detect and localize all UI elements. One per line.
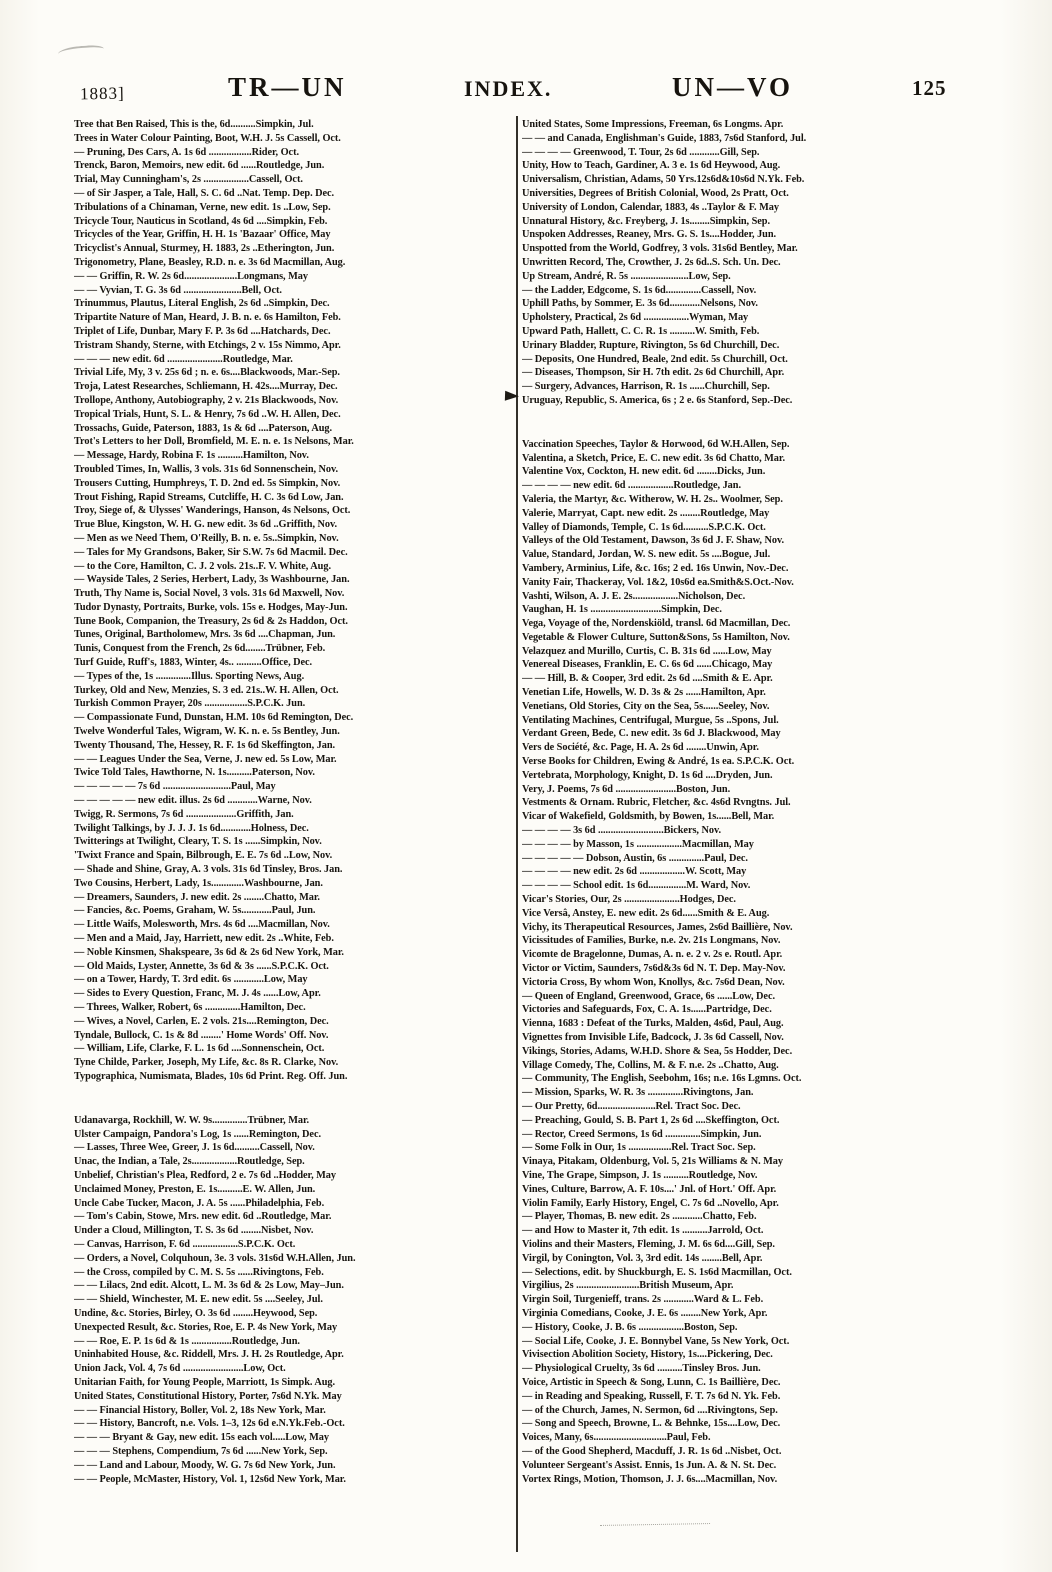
index-entry: United States, Constitutional History, Porter, 7s6d N.Yk. May <box>74 1390 342 1402</box>
index-entry: — the Ladder, Edgcome, S. 1s 6d..............Cassell, Nov. <box>522 284 757 296</box>
index-entry: Vanity Fair, Thackeray, Vol. 1&2, 10s6d ea.Smith&S.Oct.-Nov. <box>522 576 794 588</box>
index-entry: — — Financial History, Boller, Vol. 2, 18s New York, Mar. <box>74 1404 326 1416</box>
index-section <box>74 118 516 1084</box>
index-entry: — Pruning, Des Cars, A. 1s 6d .................Rider, Oct. <box>74 146 299 158</box>
index-entry: Velazquez and Murillo, Curtis, C. B. 31s 6d ......Low, May <box>522 645 772 657</box>
index-entry: Trout Fishing, Rapid Streams, Cutcliffe, H. C. 3s 6d Low, Jan. <box>74 491 344 503</box>
index-entry: — Our Pretty, 6d.......................Rel. Tract Soc. Dec. <box>522 1100 741 1112</box>
index-entry: — William, Life, Clarke, F. L. 1s 6d ....Sonnenschein, Oct. <box>74 1043 325 1055</box>
index-entry: Troja, Latest Researches, Schliemann, H. 42s....Murray, Dec. <box>74 381 338 393</box>
index-entry: Vortex Rings, Motion, Thomson, J. J. 6s....Macmillan, Nov. <box>522 1473 778 1485</box>
index-entry: Vambery, Arminius, Life, &c. 16s; 2 ed. 16s Unwin, Nov.-Dec. <box>522 562 789 574</box>
index-entry: — — — Bryant & Gay, new edit. 15s each vol.....Low, May <box>74 1432 329 1444</box>
index-entry: Tune Book, Companion, the Treasury, 2s 6d & 2s Haddon, Oct. <box>74 615 348 627</box>
index-entry: — — — — — Dobson, Austin, 6s ..............Paul, Dec. <box>522 852 748 864</box>
index-entry: — and How to Master it, 7th edit. 1s ..........Jarrold, Oct. <box>522 1225 764 1237</box>
index-entry: — Little Waifs, Molesworth, Mrs. 4s 6d ....Macmillan, Nov. <box>74 919 330 931</box>
index-entry: — Wayside Tales, 2 Series, Herbert, Lady, 3s Washbourne, Jan. <box>74 574 350 586</box>
index-entry: Valley of Diamonds, Temple, C. 1s 6d..........S.P.C.K. Oct. <box>522 521 766 533</box>
index-entry: — History, Cooke, J. B. 6s ..................Boston, Sep. <box>522 1321 738 1333</box>
page-title: INDEX. <box>464 76 553 101</box>
index-entry: Victories and Safeguards, Fox, C. A. 1s......Partridge, Dec. <box>522 1004 772 1016</box>
index-entry: Twenty Thousand, The, Hessey, R. F. 1s 6d Skeffington, Jan. <box>74 739 336 751</box>
index-section <box>522 438 966 1487</box>
index-entry: — — Griffin, R. W. 2s 6d.....................Longmans, May <box>74 270 308 282</box>
column-divider <box>516 116 518 1552</box>
index-entry: Voices, Many, 6s.............................Paul, Feb. <box>522 1432 711 1444</box>
index-entry: — of Sir Jasper, a Tale, Hall, S. C. 6d ..Nat. Temp. Dep. Dec. <box>74 187 335 199</box>
index-entry: Union Jack, Vol. 4, 7s 6d ........................Low, Oct. <box>74 1363 286 1375</box>
index-entry: — Preaching, Gould, S. B. Part 1, 2s 6d ....Skeffington, Oct. <box>522 1114 780 1126</box>
index-entry: — Social Life, Cooke, J. E. Bonnybel Vane, 5s New York, Oct. <box>522 1335 790 1347</box>
index-entry: Trinummus, Plautus, Literal English, 2s 6d ..Simpkin, Dec. <box>74 298 330 310</box>
index-entry: — to the Core, Hamilton, C. J. 2 vols. 21s..F. V. White, Aug. <box>74 560 331 572</box>
index-entry: Vaughan, H. 1s ............................Simpkin, Dec. <box>522 604 722 616</box>
index-entry: Tyne Childe, Parker, Joseph, My Life, &c. 8s R. Clarke, Nov. <box>74 1057 339 1069</box>
index-entry: — Tom's Cabin, Stowe, Mrs. new edit. 6d ..Routledge, Mar. <box>74 1211 332 1223</box>
index-entry: Tropical Trials, Hunt, S. L. & Henry, 7s 6d ..W. H. Allen, Dec. <box>74 408 341 420</box>
index-entry: — Dreamers, Saunders, J. new edit. 2s ........Chatto, Mar. <box>74 891 320 903</box>
index-entry: Uphill Paths, by Sommer, E. 3s 6d............Nelsons, Nov. <box>522 298 758 310</box>
index-entry: Trees in Water Colour Painting, Boot, W.H. J. 5s Cassell, Oct. <box>74 132 341 144</box>
index-entry: — Noble Kinsmen, Shakspeare, 3s 6d & 2s 6d New York, Mar. <box>74 946 344 958</box>
index-entry: — — and Canada, Englishman's Guide, 1883, 7s6d Stanford, Jul. <box>522 132 807 144</box>
index-entry: Vicar of Wakefield, Goldsmith, by Bowen, 1s......Bell, Mar. <box>522 811 775 823</box>
index-entry: Voice, Artistic in Speech & Song, Lunn, C. 1s Baillière, Dec. <box>522 1376 781 1388</box>
index-entry: — — — — — 7s 6d ...........................Paul, May <box>74 781 276 793</box>
index-entry: — Deposits, One Hundred, Beale, 2nd edit. 5s Churchill, Oct. <box>522 353 788 365</box>
index-entry: Vicar's Stories, Our, 2s ......................Hodges, Dec. <box>522 894 736 906</box>
index-section <box>522 118 966 408</box>
index-entry: — Men and a Maid, Jay, Harriett, new edit. 2s ..White, Feb. <box>74 933 334 945</box>
index-entry: — — — — new edit. 6d ..................Routledge, Jan. <box>522 480 741 492</box>
right-column <box>522 118 966 1486</box>
index-entry: Tripartite Nature of Man, Heard, J. B. n. e. 6s Hamilton, Feb. <box>74 312 341 324</box>
index-entry: — — Lilacs, 2nd edit. Alcott, L. M. 3s 6d & 2s Low, May–Jun. <box>74 1280 344 1292</box>
index-entry: — — — — 3s 6d ..........................Bickers, Nov. <box>522 825 722 837</box>
index-entry: — — — — School edit. 1s 6d...............M. Ward, Nov. <box>522 880 751 892</box>
index-entry: Vienna, 1683 : Defeat of the Turks, Malden, 4s6d, Paul, Aug. <box>522 1018 784 1030</box>
index-entry: Unspoken Addresses, Reaney, Mrs. G. S. 1s....Hodder, Jun. <box>522 229 777 241</box>
index-entry: — Community, The English, Seebohm, 16s; n.e. 16s Lgmns. Oct. <box>522 1073 802 1085</box>
index-entry: — — Land and Labour, Moody, W. G. 7s 6d New York, Jun. <box>74 1459 336 1471</box>
index-entry: Turkish Common Prayer, 20s .................S.P.C.K. Jun. <box>74 698 306 710</box>
index-section <box>74 1114 516 1487</box>
index-entry: — in Reading and Speaking, Russell, F. T. 7s 6d N. Yk. Feb. <box>522 1390 781 1402</box>
index-entry: Virginia Comedians, Cooke, J. E. 6s ........New York, Apr. <box>522 1307 768 1319</box>
index-entry: Troubled Times, In, Wallis, 3 vols. 31s 6d Sonnenschein, Nov. <box>74 463 339 475</box>
index-entry: Vignettes from Invisible Life, Badcock, J. 3s 6d Cassell, Nov. <box>522 1032 784 1043</box>
index-entry: Tudor Dynasty, Portraits, Burke, vols. 15s e. Hodges, May-Jun. <box>74 601 348 613</box>
index-entry: Vichy, its Therapeutical Resources, James, 2s6d Baillière, Nov. <box>522 921 793 933</box>
index-entry: Vicomte de Bragelonne, Dumas, A. n. e. 2 v. 2s e. Routl. Apr. <box>522 949 783 961</box>
index-entry: Tristram Shandy, Sterne, with Etchings, 2 v. 15s Nimmo, Apr. <box>74 339 341 351</box>
index-entry: — — — Stephens, Compendium, 7s 6d ......New York, Sep. <box>74 1445 328 1457</box>
index-entry: Urinary Bladder, Rupture, Rivington, 5s 6d Churchill, Dec. <box>522 339 780 351</box>
index-entry: Udanavarga, Rockhill, W. W. 9s..............Trübner, Mar. <box>74 1114 310 1126</box>
index-entry: Triplet of Life, Dunbar, Mary F. P. 3s 6d ....Hatchards, Dec. <box>74 325 331 337</box>
index-entry: Trial, May Cunningham's, 2s ..................Cassell, Oct. <box>74 174 303 186</box>
index-entry: — Surgery, Advances, Harrison, R. 1s ......Churchill, Sep. <box>522 381 770 393</box>
index-entry: Twitterings at Twilight, Cleary, T. S. 1s ......Simpkin, Nov. <box>74 836 322 848</box>
index-entry: Tribulations of a Chinaman, Verne, new edit. 1s ..Low, Sep. <box>74 201 331 213</box>
index-entry: Verse Books for Children, Ewing & André, 1s ea. S.P.C.K. Oct. <box>522 756 795 768</box>
index-entry: Twelve Wonderful Tales, Wigram, W. K. n. e. 5s Bentley, Jun. <box>74 726 340 738</box>
index-entry: — Message, Hardy, Robina F. 1s ..........Hamilton, Nov. <box>74 450 309 462</box>
index-entry: — — People, McMaster, History, Vol. 1, 12s6d New York, Mar. <box>74 1473 346 1485</box>
index-entry: — Types of the, 1s ..............Illus. Sporting News, Aug. <box>74 670 305 682</box>
index-entry: Under a Cloud, Millington, T. S. 3s 6d ........Nisbet, Nov. <box>74 1225 314 1237</box>
index-entry: Trigonometry, Plane, Beasley, R.D. n. e. 3s 6d Macmillan, Aug. <box>74 256 346 268</box>
index-entry: — — Hill, B. & Cooper, 3rd edit. 2s 6d ....Smith & E. Apr. <box>522 673 773 685</box>
index-entry: Village Comedy, The, Collins, M. & F. n.e. 2s ..Chatto, Aug. <box>522 1059 779 1071</box>
index-entry: Tricycle Tour, Nauticus in Scotland, 4s 6d ....Simpkin, Feb. <box>74 215 328 227</box>
index-entry: Turkey, Old and New, Menzies, S. 3 ed. 21s..W. H. Allen, Oct. <box>74 684 339 696</box>
index-entry: Uruguay, Republic, S. America, 6s ; 2 e. 6s Stanford, Sep.-Dec. <box>522 394 793 406</box>
index-entry: Unnatural History, &c. Freyberg, J. 1s........Simpkin, Sep. <box>522 215 771 227</box>
index-entry: — on a Tower, Hardy, T. 3rd edit. 6s ............Low, May <box>74 974 308 986</box>
index-entry: — Physiological Cruelty, 3s 6d ..........Tinsley Bros. Jun. <box>522 1363 761 1375</box>
index-entry: — — Shield, Winchester, M. E. new edit. 5s ....Seeley, Jul. <box>74 1294 323 1306</box>
index-entry: Troy, Siege of, & Ulysses' Wanderings, Hanson, 4s Nelsons, Oct. <box>74 505 351 517</box>
index-entry: Very, J. Poems, 7s 6d ........................Boston, Jun. <box>522 783 731 795</box>
index-entry: Unexpected Result, &c. Stories, Roe, E. P. 4s New York, May <box>74 1321 338 1333</box>
index-entry: Trivial Life, My, 3 v. 25s 6d ; n. e. 6s....Blackwoods, Mar.-Sep. <box>74 367 340 379</box>
index-entry: Violin Family, Early History, Engel, C. 7s 6d ..Novello, Apr. <box>522 1197 779 1209</box>
index-entry: Up Stream, André, R. 5s .......................Low, Sep. <box>522 270 731 282</box>
index-entry: Valeria, the Martyr, &c. Witherow, W. H. 2s.. Woolmer, Sep. <box>522 493 783 505</box>
index-entry: — Some Folk in Our, 1s .................Rel. Tract Soc. Sep. <box>522 1142 756 1154</box>
index-entry: Verdant Green, Bede, C. new edit. 3s 6d J. Blackwood, May <box>522 728 781 740</box>
index-entry: Vivisection Abolition Society, History, 1s....Pickering, Dec. <box>522 1349 773 1361</box>
index-entry: — Compassionate Fund, Dunstan, H.M. 10s 6d Remington, Dec. <box>74 712 354 724</box>
index-entry: Tunis, Conquest from the French, 2s 6d........Trübner, Feb. <box>74 643 326 655</box>
index-entry: Tricyclist's Annual, Sturmey, H. 1883, 2s ..Etherington, Jun. <box>74 243 335 255</box>
index-entry: Virgil, by Conington, Vol. 3, 3rd edit. 14s ........Bell, Apr. <box>522 1252 763 1264</box>
index-entry: University of London, Calendar, 1883, 4s ..Taylor & F. May <box>522 201 779 213</box>
index-entry: — of the Good Shepherd, Macduff, J. R. 1s 6d ..Nisbet, Oct. <box>522 1445 782 1457</box>
index-entry: Trot's Letters to her Doll, Bromfield, M. E. n. e. 1s Nelsons, Mar. <box>74 436 354 448</box>
index-entry: Upward Path, Hallett, C. C. R. 1s ..........W. Smith, Feb. <box>522 325 760 337</box>
index-entry: Unspotted from the World, Godfrey, 3 vols. 31s6d Bentley, Mar. <box>522 243 798 255</box>
index-entry: — — — new edit. 6d ......................Routledge, Mar. <box>74 353 293 365</box>
index-entry: Unac, the Indian, a Tale, 2s..................Routledge, Sep. <box>74 1156 305 1168</box>
edition-year: 1883] <box>79 83 125 104</box>
index-entry: Vikings, Stories, Adams, W.H.D. Shore & Sea, 5s Hodder, Dec. <box>522 1045 793 1057</box>
left-column <box>74 118 516 1486</box>
index-entry: Vestments & Ornam. Rubric, Fletcher, &c. 4s6d Rvngtns. Jul. <box>522 797 791 809</box>
pencil-scribble <box>600 1517 710 1526</box>
index-entry: Turf Guide, Ruff's, 1883, Winter, 4s.. ..........Office, Dec. <box>74 657 313 669</box>
index-entry: True Blue, Kingston, W. H. G. new edit. 3s 6d ..Griffith, Nov. <box>74 519 338 531</box>
index-entry: Valentina, a Sketch, Price, E. C. new edit. 3s 6d Chatto, Mar. <box>522 452 785 464</box>
index-entry: 'Twixt France and Spain, Bilbrough, E. E. 7s 6d ..Low, Nov. <box>74 850 333 862</box>
index-entry: Virgilius, 2s .........................British Museum, Apr. <box>522 1280 734 1292</box>
index-entry: Victoria Cross, By whom Won, Knollys, &c. 7s6d Dean, Nov. <box>522 976 785 988</box>
index-entry: — Threes, Walker, Robert, 6s ..............Hamilton, Dec. <box>74 1002 306 1013</box>
page-number: 125 <box>912 76 947 100</box>
index-entry: — Player, Thomas, B. new edit. 2s ............Chatto, Feb. <box>522 1211 757 1223</box>
index-entry: — Canvas, Harrison, F. 6d ..................S.P.C.K. Oct. <box>74 1238 296 1250</box>
index-entry: Unbelief, Christian's Plea, Redford, 2 e. 7s 6d ..Hodder, May <box>74 1169 336 1181</box>
index-entry: Twice Told Tales, Hawthorne, N. 1s..........Paterson, Nov. <box>74 767 315 779</box>
index-entry: Twigg, R. Sermons, 7s 6d ....................Griffith, Jan. <box>74 808 294 820</box>
index-entry: Upholstery, Practical, 2s 6d ..................Wyman, May <box>522 312 749 324</box>
index-entry: — Orders, a Novel, Colquhoun, 3e. 3 vols. 31s6d W.H.Allen, Jun. <box>74 1252 356 1264</box>
index-entry: Victor or Victim, Saunders, 7s6d&3s 6d N. T. Dep. May-Nov. <box>522 963 786 975</box>
index-entry: Unity, How to Teach, Gardiner, A. 3 e. 1s 6d Heywood, Aug. <box>522 160 781 172</box>
index-entry: — Fancies, &c. Poems, Graham, W. 5s............Paul, Jun. <box>74 905 316 917</box>
index-entry: — — — — Greenwood, T. Tour, 2s 6d ............Gill, Sep. <box>522 146 760 158</box>
index-entry: Ventilating Machines, Centrifugal, Murgue, 5s ..Spons, Jul. <box>522 714 779 726</box>
index-entry: Volunteer Sergeant's Assist. Ennis, 1s Jun. A. & N. St. Dec. <box>522 1459 777 1471</box>
right-page-range: UN—VO <box>672 72 793 102</box>
index-entry: Unwritten Record, The, Crowther, J. 2s 6d..S. Sch. Un. Dec. <box>522 256 781 268</box>
index-entry: Uncle Cabe Tucker, Macon, J. A. 5s ......Philadelphia, Feb. <box>74 1197 325 1209</box>
index-entry: Trossachs, Guide, Paterson, 1883, 1s & 6d ....Paterson, Aug. <box>74 422 333 434</box>
index-entry: Typographica, Numismata, Blades, 10s 6d Print. Reg. Off. Jun. <box>74 1070 348 1082</box>
index-entry: Universalism, Christian, Adams, 50 Yrs.12s6d&10s6d N.Yk. Feb. <box>522 174 805 186</box>
index-entry: — Selections, edit. by Shuckburgh, E. S. 1s6d Macmillan, Oct. <box>522 1266 792 1278</box>
index-entry: — the Cross, compiled by C. M. S. 5s ......Rivingtons, Feb. <box>74 1266 324 1278</box>
index-entry: — — Vyvian, T. G. 3s 6d .......................Bell, Oct. <box>74 284 282 296</box>
index-entry: — Lasses, Three Wee, Greer, J. 1s 6d..........Cassell, Nov. <box>74 1142 315 1154</box>
index-entry: Vegetable & Flower Culture, Sutton&Sons, 5s Hamilton, Nov. <box>522 631 790 643</box>
index-entry: Valentine Vox, Cockton, H. new edit. 6d ........Dicks, Jun. <box>522 466 766 478</box>
index-entry: Vashti, Wilson, A. J. E. 2s..................Nicholson, Dec. <box>522 590 746 602</box>
index-entry: Vice Versâ, Anstey, E. new edit. 2s 6d......Smith & E. Aug. <box>522 907 770 919</box>
index-entry: Valerie, Marryat, Capt. new edit. 2s ........Routledge, May <box>522 507 770 519</box>
index-entry: — Shade and Shine, Gray, A. 3 vols. 31s 6d Tinsley, Bros. Jan. <box>74 864 343 876</box>
index-entry: Vega, Voyage of the, Nordenskiöld, transl. 6d Macmillan, Dec. <box>522 618 791 630</box>
index-entry: — — Roe, E. P. 1s 6d & 1s ................Routledge, Jun. <box>74 1335 300 1347</box>
index-entry: Venereal Diseases, Franklin, E. C. 6s 6d ......Chicago, May <box>522 659 773 671</box>
left-page-range: TR—UN <box>228 72 347 102</box>
index-entry: Venetians, Old Stories, City on the Sea, 5s......Seeley, Nov. <box>522 700 770 712</box>
index-entry: Tunes, Original, Bartholomew, Mrs. 3s 6d ....Chapman, Jun. <box>74 629 336 641</box>
index-entry: — Rector, Creed Sermons, 1s 6d ..............Simpkin, Jun. <box>522 1128 762 1140</box>
index-entry: Vaccination Speeches, Taylor & Horwood, 6d W.H.Allen, Sep. <box>522 438 790 450</box>
index-entry: Violins and their Masters, Fleming, J. M. 6s 6d....Gill, Sep. <box>522 1238 775 1250</box>
index-entry: Trousers Cutting, Humphreys, T. D. 2nd ed. 5s Simpkin, Nov. <box>74 477 341 489</box>
index-entry: Vers de Société, &c. Page, H. A. 2s 6d ........Unwin, Apr. <box>522 742 759 754</box>
index-entry: — — — — by Masson, 1s ..................Macmillan, May <box>522 838 754 850</box>
index-entry: Two Cousins, Herbert, Lady, 1s.............Washbourne, Jan. <box>74 877 323 889</box>
index-entry: — Song and Speech, Browne, L. & Behnke, 15s....Low, Dec. <box>522 1418 781 1430</box>
index-entry: Twilight Talkings, by J. J. J. 1s 6d............Holness, Dec. <box>74 822 309 834</box>
index-entry: Value, Standard, Jordan, W. S. new edit. 5s ....Bogue, Jul. <box>522 549 771 561</box>
index-entry: Unitarian Faith, for Young People, Marriott, 1s Simpk. Aug. <box>74 1376 336 1388</box>
index-entry: Tree that Ben Raised, This is the, 6d..........Simpkin, Jul. <box>74 119 314 130</box>
index-entry: — Men as we Need Them, O'Reilly, B. n. e. 5s..Simpkin, Nov. <box>74 532 339 544</box>
index-entry: Vertebrata, Morphology, Knight, D. 1s 6d ....Dryden, Jun. <box>522 769 773 781</box>
index-entry: Tyndale, Bullock, C. 1s & 8d ........' Home Words' Off. Nov. <box>74 1029 329 1041</box>
index-entry: — — — — — new edit. illus. 2s 6d ............Warne, Nov. <box>74 795 312 807</box>
index-entry: United States, Some Impressions, Freeman, 6s Longms. Apr. <box>522 119 784 130</box>
index-entry: — — Leagues Under the Sea, Verne, J. new ed. 5s Low, Mar. <box>74 753 337 765</box>
index-entry: Venetian Life, Howells, W. D. 3s & 2s ......Hamilton, Apr. <box>522 687 766 699</box>
index-entry: Universities, Degrees of British Colonial, Wood, 2s Pratt, Oct. <box>522 187 789 199</box>
index-entry: — Wives, a Novel, Carlen, E. 2 vols. 21s....Remington, Dec. <box>74 1015 329 1027</box>
index-entry: Truth, Thy Name is, Social Novel, 3 vols. 31s 6d Maxwell, Nov. <box>74 588 345 600</box>
pencil-mark <box>58 44 105 59</box>
index-entry: Undine, &c. Stories, Birley, O. 3s 6d ........Heywood, Sep. <box>74 1307 318 1319</box>
index-entry: — Queen of England, Greenwood, Grace, 6s ......Low, Dec. <box>522 990 775 1002</box>
index-entry: Vinaya, Pitakam, Oldenburg, Vol. 5, 21s Williams & N. May <box>522 1156 783 1168</box>
index-entry: — — — — new edit. 2s 6d ..................W. Scott, May <box>522 866 747 878</box>
index-entry: — of the Church, James, N. Sermon, 6d ....Rivingtons, Sep. <box>522 1404 778 1416</box>
index-entry: Virgin Soil, Turgenieff, trans. 2s ............Ward & L. Feb. <box>522 1294 764 1306</box>
index-entry: Trenck, Baron, Memoirs, new edit. 6d ......Routledge, Jun. <box>74 160 325 172</box>
index-entry: — Tales for My Grandsons, Baker, Sir S.W. 7s 6d Macmil. Dec. <box>74 546 348 558</box>
index-entry: Vicissitudes of Families, Burke, n.e. 2v. 21s Longmans, Nov. <box>522 935 781 947</box>
index-entry: Ulster Campaign, Pandora's Log, 1s ......Remington, Dec. <box>74 1128 321 1140</box>
index-entry: Unclaimed Money, Preston, E. 1s..........E. W. Allen, Jun. <box>74 1183 316 1195</box>
index-entry: Trollope, Anthony, Autobiography, 2 v. 21s Blackwoods, Nov. <box>74 394 339 406</box>
index-entry: — — History, Bancroft, n.e. Vols. 1–3, 12s 6d e.N.Yk.Feb.-Oct. <box>74 1418 345 1430</box>
index-entry: Uninhabited House, &c. Riddell, Mrs. J. H. 2s Routledge, Apr. <box>74 1349 344 1361</box>
index-entry: Tricycles of the Year, Griffin, H. H. 1s 'Bazaar' Office, May <box>74 229 331 241</box>
index-entry: — Diseases, Thompson, Sir H. 7th edit. 2s 6d Churchill, Apr. <box>522 367 785 379</box>
index-entry: — Old Maids, Lyster, Annette, 3s 6d & 3s ......S.P.C.K. Oct. <box>74 960 329 972</box>
index-entry: — Sides to Every Question, Franc, M. J. 4s ......Low, Apr. <box>74 988 321 1000</box>
index-entry: — Mission, Sparks, W. R. 3s ..............Rivingtons, Jan. <box>522 1087 754 1099</box>
index-entry: Valleys of the Old Testament, Dawson, 3s 6d J. F. Shaw, Nov. <box>522 535 785 547</box>
index-entry: Vine, The Grape, Simpson, J. 1s ..........Routledge, Nov. <box>522 1169 758 1181</box>
index-entry: Vines, Culture, Barrow, A. F. 10s....' Jnl. of Hort.' Off. Apr. <box>522 1183 777 1195</box>
